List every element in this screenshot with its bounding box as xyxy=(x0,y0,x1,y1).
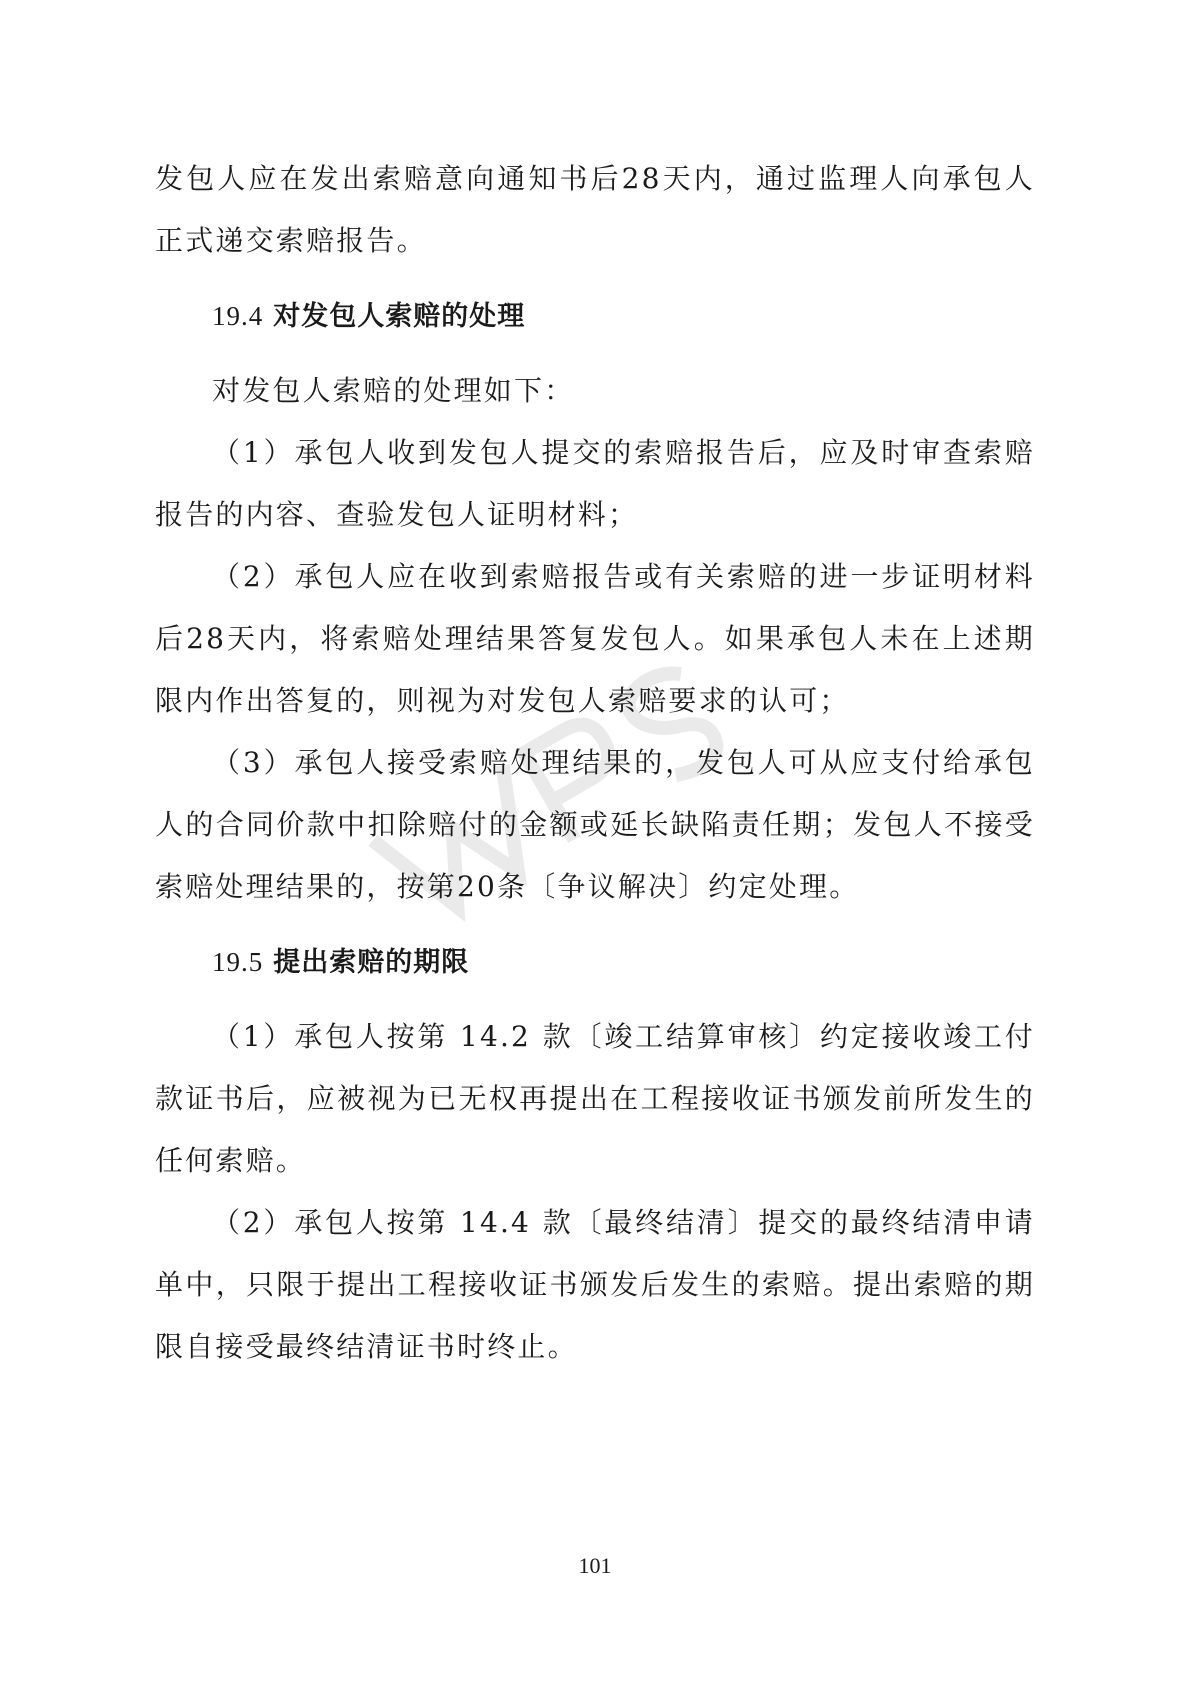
paragraph-handling-item-2: （2）承包人应在收到索赔报告或有关索赔的进一步证明材料后28天内，将索赔处理结果答复发包人。如果承包人未在上述期限内作出答复的，则视为对发包人索赔要求的认可； xyxy=(155,560,1035,717)
paragraph-handling-item-1: （1）承包人收到发包人提交的索赔报告后，应及时审查索赔报告的内容、查验发包人证明材料； xyxy=(155,436,1035,531)
section-title: 对发包人索赔的处理 xyxy=(273,301,526,332)
section-heading-19-5 xyxy=(155,931,1035,994)
paragraph-handling-item-3: （3）承包人接受索赔处理结果的，发包人可从应支付给承包人的合同价款中扣除赔付的金额或延长缺陷责任期；发包人不接受索赔处理结果的，按第20条〔争议解决〕约定处理。 xyxy=(155,746,1035,903)
page-number: 101 xyxy=(578,1553,612,1578)
document-body xyxy=(155,148,1035,1378)
paragraph-handling-intro: 对发包人索赔的处理如下： xyxy=(212,374,575,407)
section-heading-19-4 xyxy=(155,285,1035,348)
paragraph-deadline-item-2: （2）承包人按第 14.4 款〔最终结清〕提交的最终结清申请单中，只限于提出工程接收证书颁发后发生的索赔。提出索赔的期限自接受最终结清证书时终止。 xyxy=(155,1206,1035,1363)
paragraph-deadline-item-1: （1）承包人按第 14.2 款〔竣工结算审核〕约定接收竣工付款证书后，应被视为已无权再提出在工程接收证书颁发前所发生的任何索赔。 xyxy=(155,1020,1035,1177)
section-title: 提出索赔的期限 xyxy=(273,947,470,978)
section-number: 19.5 xyxy=(212,947,264,977)
paragraph-claim-report-deadline: 发包人应在发出索赔意向通知书后28天内，通过监理人向承包人正式递交索赔报告。 xyxy=(155,162,1035,257)
section-number: 19.4 xyxy=(212,301,264,331)
